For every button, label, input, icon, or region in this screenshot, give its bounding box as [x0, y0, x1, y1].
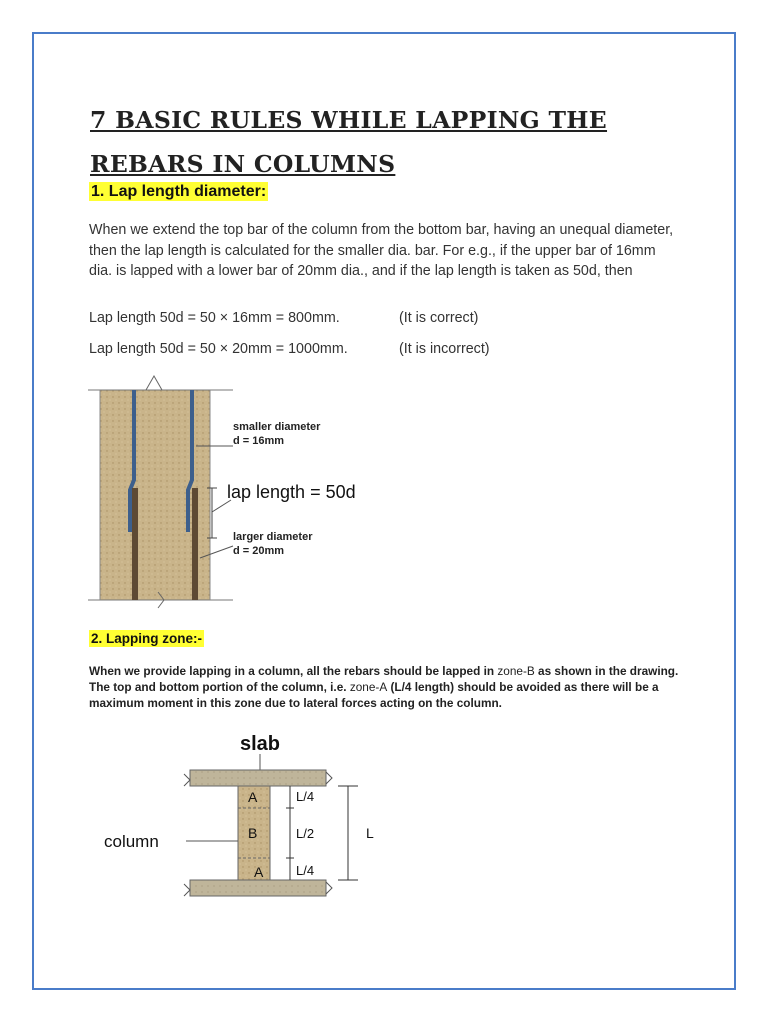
label-lap-length: lap length = 50d	[227, 482, 356, 502]
lower-bar-left	[132, 488, 138, 600]
calc-expression: Lap length 50d = 50 × 20mm = 1000mm.	[89, 341, 348, 357]
calc-line-correct	[89, 310, 478, 326]
calc-expression: Lap length 50d = 50 × 16mm = 800mm.	[89, 310, 340, 326]
label-l: L	[366, 825, 374, 841]
section-2-paragraph: When we provide lapping in a column, all the rebars should be lapped in zone-B as shown in the drawing. The top and bottom portion of the column, i.e. zone-A (L/4 length) should be avoided as there will be a maximum moment in this zone due to lateral forces acting on the column.	[89, 664, 679, 710]
lap-length-diagram	[88, 372, 400, 620]
page-title: 7 BASIC RULES WHILE LAPPING THE REBARS IN COLUMNS	[90, 106, 608, 178]
top-slab	[190, 770, 326, 786]
label-l2: L/2	[296, 826, 315, 841]
calc-line-incorrect	[89, 341, 490, 357]
bottom-slab	[190, 880, 326, 896]
calc-note: (It is correct)	[399, 310, 479, 326]
label-l4-top: L/4	[296, 789, 315, 804]
zone-b: B	[248, 825, 258, 841]
label-larger-diameter: larger diameter	[233, 531, 313, 543]
label-l4-bottom: L/4	[296, 863, 315, 878]
calc-note: (It is incorrect)	[399, 341, 490, 357]
section-1-paragraph: When we extend the top bar of the column from the bottom bar, having an unequal diameter, then the lap length is calculated for the smaller dia. bar. For e.g., if the upper bar of 16mm dia. is lapped with a lower bar of 20mm dia., and if the lap length is taken as 50d, then	[89, 222, 674, 279]
lapping-zone-diagram	[98, 728, 400, 918]
lower-bar-right	[192, 488, 198, 600]
label-smaller-diameter: smaller diameter	[233, 421, 321, 433]
label-slab: slab	[240, 733, 281, 755]
section-1-heading: 1. Lap length diameter:	[91, 183, 267, 200]
section-2-heading: 2. Lapping zone:-	[91, 631, 202, 646]
label-smaller-d: d = 16mm	[233, 435, 285, 447]
label-larger-d: d = 20mm	[233, 545, 285, 557]
label-column: column	[104, 832, 159, 851]
zone-a-bottom: A	[254, 864, 264, 880]
zone-a-top: A	[248, 789, 258, 805]
